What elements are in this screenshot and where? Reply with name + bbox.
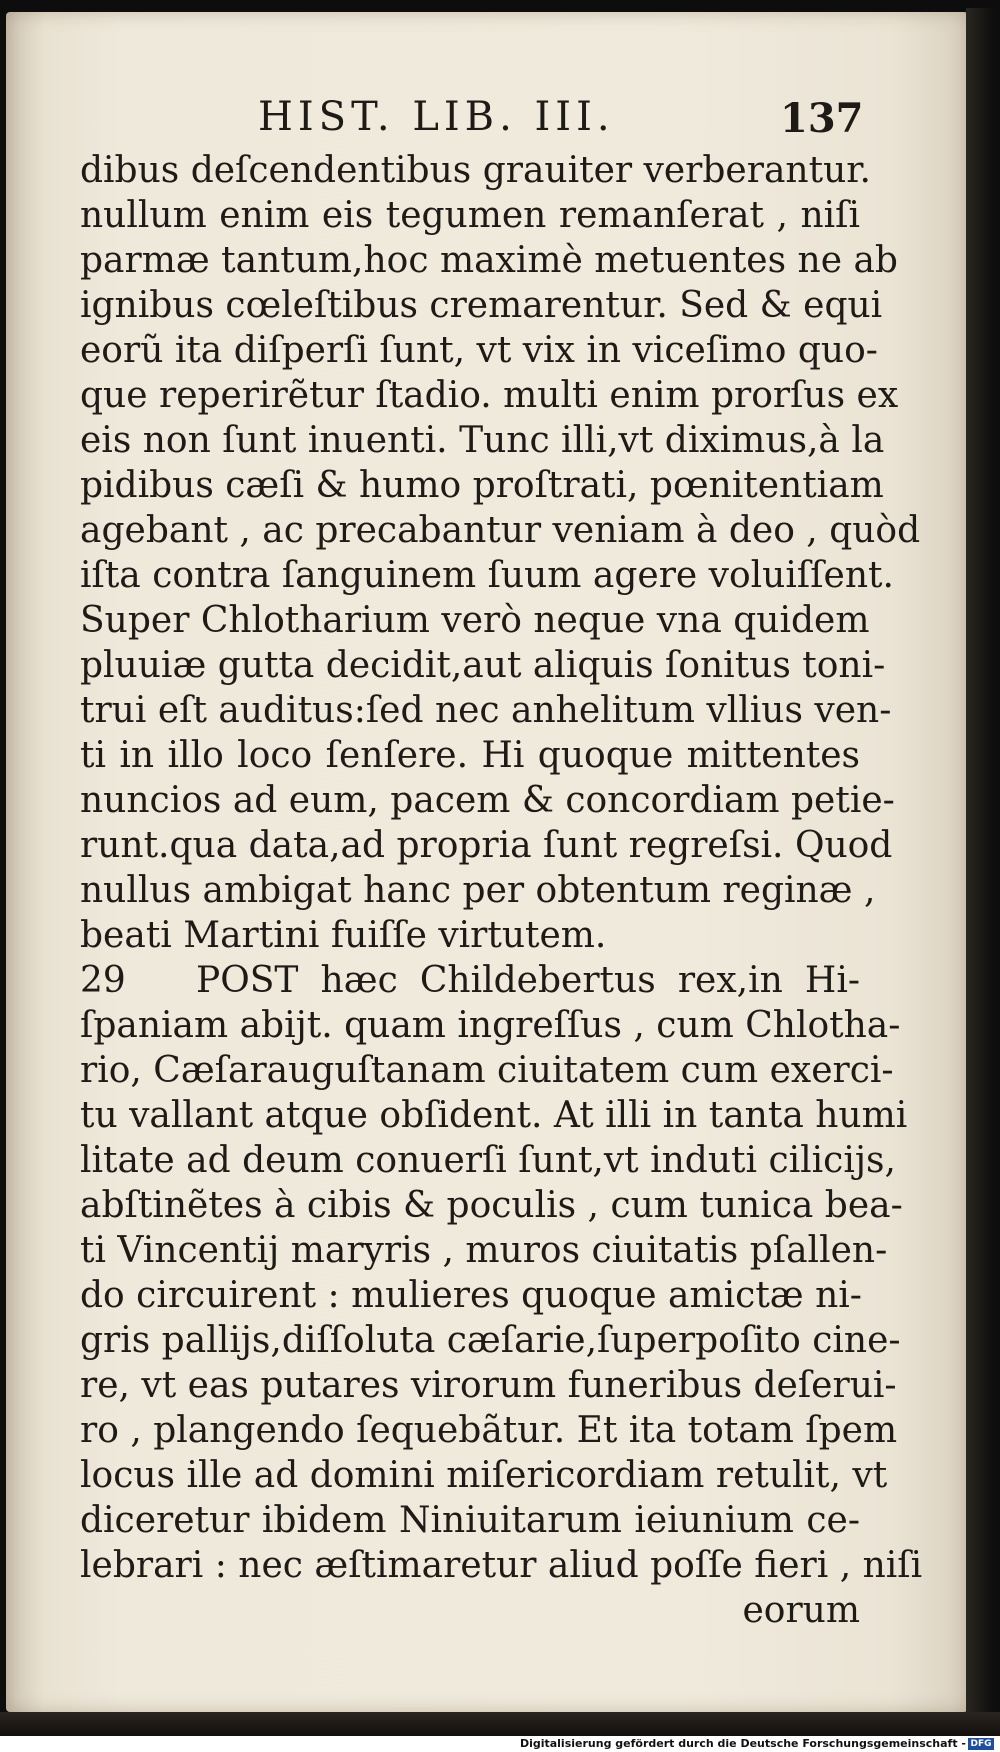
catchword: eorum	[742, 1590, 860, 1631]
book-bottom-edge	[0, 1712, 1000, 1736]
text-line: locus ille ad domini miſericordiam retulit, vt	[80, 1455, 888, 1496]
text-line: gris pallijs,diſſoluta cæſarie,ſuperpoſito cine-	[80, 1320, 901, 1361]
text-line: POST hæc Childebertus rex,in Hi-	[196, 960, 860, 1001]
digitization-footer	[0, 1736, 1000, 1752]
text-line: re, vt eas putares virorum funeribus deſerui-	[80, 1365, 897, 1406]
text-line: parmæ tantum,hoc maximè metuentes ne ab	[80, 240, 898, 281]
text-line: do circuirent : mulieres quoque amictæ ni-	[80, 1275, 862, 1316]
funding-credit: Digitalisierung gefördert durch die Deutsche Forschungsgemeinschaft -	[519, 1737, 966, 1750]
text-line: ro , plangendo ſequebãtur. Et ita totam ſpem	[80, 1410, 898, 1451]
text-line: diceretur ibidem Niniuitarum ieiunium ce-	[80, 1500, 860, 1541]
text-line: ignibus cœleſtibus cremarentur. Sed & equi	[80, 285, 883, 326]
running-head: HIST. LIB. III.	[258, 94, 615, 140]
page-edge	[966, 8, 994, 1720]
text-line: eorũ ita diſperſi ſunt, vt vix in viceſimo quo-	[80, 330, 878, 371]
text-line: runt.qua data,ad propria ſunt regreſsi. Quod	[80, 825, 893, 866]
text-line: pidibus cæſi & humo proſtrati, pœnitentiam	[80, 465, 884, 506]
body-text	[80, 148, 923, 1633]
paragraph-2	[80, 958, 923, 1633]
text-line: pluuiæ gutta decidit,aut aliquis ſonitus toni-	[80, 645, 886, 686]
text-line: que reperirẽtur ſtadio. multi enim prorſus ex	[80, 375, 899, 416]
paragraph-1	[80, 148, 921, 958]
dfg-logo: DFG	[968, 1738, 994, 1750]
text-line: abſtinẽtes à cibis & poculis , cum tunica bea-	[80, 1185, 903, 1226]
chapter-number: 29	[80, 960, 126, 1001]
text-line: eis non ſunt inuenti. Tunc illi,vt diximus,à la	[80, 420, 885, 461]
text-line: beati Martini fuiſſe virtutem.	[80, 915, 607, 956]
text-line: Super Chlotharium verò neque vna quidem	[80, 600, 870, 641]
text-line: nuncios ad eum, pacem & concordiam petie-	[80, 780, 895, 821]
text-line: lebrari : nec æſtimaretur aliud poſſe fieri , niſi	[80, 1545, 923, 1586]
text-line: trui eſt auditus:ſed nec anhelitum vllius ven-	[80, 690, 892, 731]
text-line: rio, Cæſarauguſtanam ciuitatem cum exerci-	[80, 1050, 894, 1091]
text-line: nullum enim eis tegumen remanſerat , niſi	[80, 195, 860, 236]
text-line: agebant , ac precabantur veniam à deo , quòd	[80, 510, 921, 551]
page-number: 137	[780, 95, 864, 142]
text-line: ſpaniam abijt. quam ingreſſus , cum Chlotha-	[80, 1005, 901, 1046]
text-line: ti Vincentij maryris , muros ciuitatis pſallen-	[80, 1230, 888, 1271]
text-line: litate ad deum conuerſi ſunt,vt induti cilicijs,	[80, 1140, 896, 1181]
text-line: nullus ambigat hanc per obtentum reginæ ,	[80, 870, 876, 911]
text-line: dibus deſcendentibus grauiter verberantur.	[80, 150, 871, 191]
text-line: ti in illo loco ſenſere. Hi quoque mittentes	[80, 735, 860, 776]
chapter-first-line	[80, 958, 860, 1003]
page-header	[0, 92, 940, 142]
text-line: iſta contra ſanguinem ſuum agere voluiſſent.	[80, 555, 894, 596]
text-line: tu vallant atque obſident. At illi in tanta humi	[80, 1095, 908, 1136]
